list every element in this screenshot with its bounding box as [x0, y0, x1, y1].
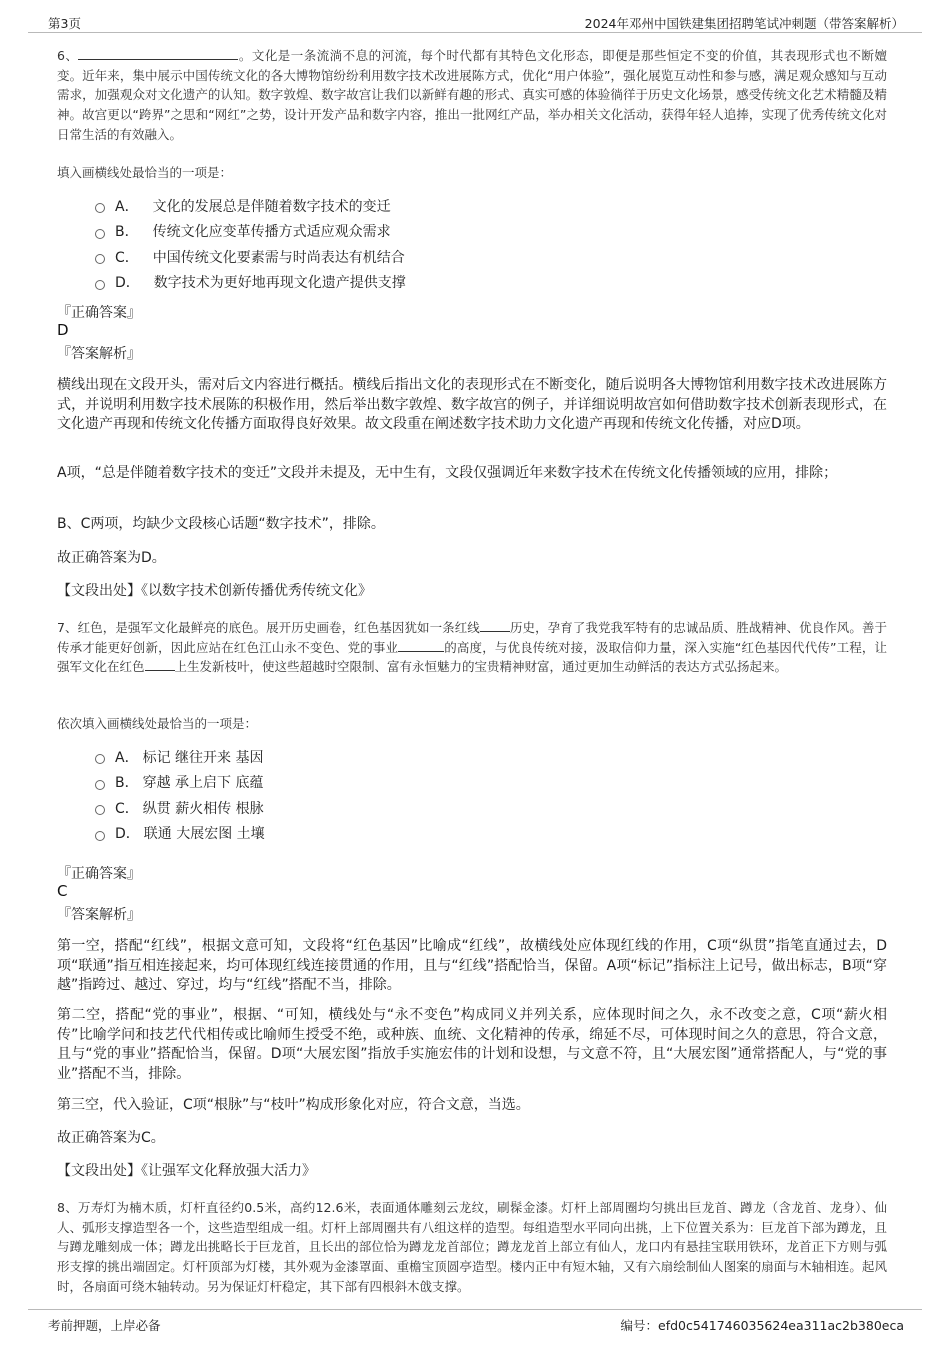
page-footer — [28, 1309, 922, 1338]
analysis-label: 『答案解析』 — [57, 907, 141, 923]
analysis-paragraph: 第三空，代入验证，C项“根脉”与“枝叶”构成形象化对应，符合文意，当选。 — [57, 1097, 530, 1113]
option-a[interactable]: A． 文化的发展总是伴随着数字技术的变迁 — [95, 193, 406, 219]
question-7-stem: 7、红色，是强军文化最鲜亮的底色。展开历史画卷，红色基因犹如一条红线 历史，孕育了我党我军特有的忠诚品质、胜战精神、优良作风。善于传承才能更好创新，因此应站在红色江山永不变色、党的事业 的高度，与优良传统对接，汲取信仰力量，深入实施“红色基因代代传”工程，让强军文化在红色 上生发新枝叶，使这些超越时空限制、富有永恒魅力的宝贵精神财富，通过更加生动鲜活的表达方式弘扬起来。 — [57, 620, 887, 675]
option-d[interactable]: D． 数字技术为更好地再现文化遗产提供支撑 — [95, 270, 406, 296]
radio-icon[interactable] — [95, 203, 105, 213]
question-8-number: 8、 — [57, 1200, 79, 1215]
radio-icon[interactable] — [95, 280, 105, 290]
question-7-options — [95, 744, 265, 846]
radio-icon[interactable] — [95, 831, 105, 841]
option-d[interactable]: D． 联通 大展宏图 土壤 — [95, 821, 265, 847]
option-c[interactable]: C． 纵贯 薪火相传 根脉 — [95, 795, 265, 821]
question-6-text: 。文化是一条流淌不息的河流，每个时代都有其特色文化形态，即便是那些恒定不变的价值，其表现形式也不断嬗变。近年来，集中展示中国传统文化的各大博物馆纷纷利用数字技术改进展陈方式，优化“用户体验”，强化展览互动性和参与感，满足观众感知与互动需求，加强观众对文化遗产的认知。数字敦煌、数字故宫让我们以新鲜有趣的形式、真实可感的体验徜徉于历史文化场景，感受传统文化艺术精髓及精神。故宫更以“跨界”之思和“网红”之势，设计开发产品和数字内容，推出一批网红产品，举办相关文化活动，获得年轻人追捧，实现了优秀传统文化对日常生活的有效融入。 — [57, 48, 887, 142]
page-number: 第3页 — [48, 16, 81, 31]
footer-slogan: 考前押题，上岸必备 — [48, 1318, 161, 1333]
question-6-options — [95, 193, 406, 295]
answer-label: 『正确答案』 — [57, 305, 141, 321]
option-c[interactable]: C． 中国传统文化要素需与时尚表达有机结合 — [95, 244, 406, 270]
source-line: 【文段出处】《以数字技术创新传播优秀传统文化》 — [57, 583, 372, 599]
answer-value: C — [57, 882, 68, 900]
option-b[interactable]: B． 穿越 承上启下 底蕴 — [95, 770, 265, 796]
analysis-paragraph: 第一空，搭配“红线”，根据文意可知，文段将“红色基因”比喻成“红线”，故横线处应体现红线的作用，C项“纵贯”指笔直通过去，D项“联通”指互相连接起来，均可体现红线连接贯通的作用，且与“红线”搭配恰当，保留。A项“标记”指标注上记号，做出标志，B项“穿越”指跨过、越过、穿过，均与“红线”搭配不当，排除。 — [57, 938, 887, 993]
analysis-paragraph: 故正确答案为D。 — [57, 550, 166, 566]
question-7-prompt: 依次填入画横线处最恰当的一项是： — [57, 716, 258, 731]
analysis-paragraph: 故正确答案为C。 — [57, 1130, 165, 1146]
question-6-prompt: 填入画横线处最恰当的一项是： — [57, 165, 233, 180]
radio-icon[interactable] — [95, 754, 105, 764]
analysis-paragraph: A项，“总是伴随着数字技术的变迁”文段并未提及，无中生有，文段仅强调近年来数字技术在传统文化传播领域的应用，排除； — [57, 465, 838, 481]
source-line: 【文段出处】《让强军文化释放强大活力》 — [57, 1163, 316, 1179]
option-b[interactable]: B． 传统文化应变革传播方式适应观众需求 — [95, 219, 406, 245]
document-id: 编号：efd0c541746035624ea311ac2b380eca — [620, 1318, 904, 1333]
blank-1 — [480, 619, 510, 632]
radio-icon[interactable] — [95, 254, 105, 264]
analysis-paragraph: 横线出现在文段开头，需对后文内容进行概括。横线后指出文化的表现形式在不断变化，随后说明各大博物馆利用数字技术改进展陈方式，并说明利用数字技术展陈的积极作用，然后举出数字敦煌、数字故宫的例子，并详细说明故宫如何借助数字技术创新表现形式，在文化遗产再现和传统文化传播方面取得良好效果。故文段重在阐述数字技术助力文化遗产再现和传统文化传播，对应D项。 — [57, 377, 887, 432]
answer-value: D — [57, 321, 69, 339]
question-6-number: 6、 — [57, 48, 79, 63]
page-header — [28, 8, 922, 33]
analysis-paragraph: B、C两项，均缺少文段核心话题“数字技术”，排除。 — [57, 516, 385, 532]
analysis-paragraph: 第二空，搭配“党的事业”，根据、“可知，横线处与“永不变色”构成同义并列关系，应体现时间之久，永不改变之意，C项“薪火相传”比喻学问和技艺代代相传或比喻师生授受不绝，或种族、血统、文化精神的传承，绵延不尽，可体现时间之久的意思，符合文意，且与“党的事业”搭配恰当，保留。D项“大展宏图”指放手实施宏伟的计划和设想，与文意不符，且“大展宏图”通常搭配人，与“党的事业”搭配不当，排除。 — [57, 1007, 887, 1082]
question-6-blank — [78, 47, 238, 60]
option-a[interactable]: A． 标记 继往开来 基因 — [95, 744, 265, 770]
radio-icon[interactable] — [95, 229, 105, 239]
document-title: 2024年邓州中国铁建集团招聘笔试冲刺题（带答案解析） — [584, 16, 904, 31]
radio-icon[interactable] — [95, 780, 105, 790]
answer-label: 『正确答案』 — [57, 866, 141, 882]
blank-3 — [145, 658, 175, 671]
question-8-stem: 8、万寿灯为楠木质，灯杆直径约0.5米，高约12.6米，表面通体雕刻云龙纹，刷髹金漆。灯杆上部周圈均匀挑出巨龙首、蹲龙（含龙首、龙身）、仙人、弧形支撑造型各一个，这些造型组成一组。灯杆上部周圈共有八组这样的造型。每组造型水平同向出挑，上下位置关系为：巨龙首下部为蹲龙，且与蹲龙雕刻成一体；蹲龙出挑略长于巨龙首，且长出的部位恰为蹲龙龙首部位；蹲龙龙首上部立有仙人，龙口内有悬挂宝联用铁环，龙首正下方则与弧形支撑的挑出端固定。灯杆顶部为灯楼，其外观为金漆罩面、重檐宝顶圆亭造型。楼内正中有短木轴，又有六扇绘制仙人图案的扇面与木轴相连。起风时，各扇面可绕木轴转动。另为保证灯杆稳定，其下部有四根斜木戗支撑。 — [57, 1200, 887, 1294]
analysis-label: 『答案解析』 — [57, 346, 141, 362]
radio-icon[interactable] — [95, 805, 105, 815]
question-7-number: 7、 — [57, 620, 78, 635]
blank-2 — [398, 639, 444, 652]
question-6-stem — [57, 46, 887, 145]
